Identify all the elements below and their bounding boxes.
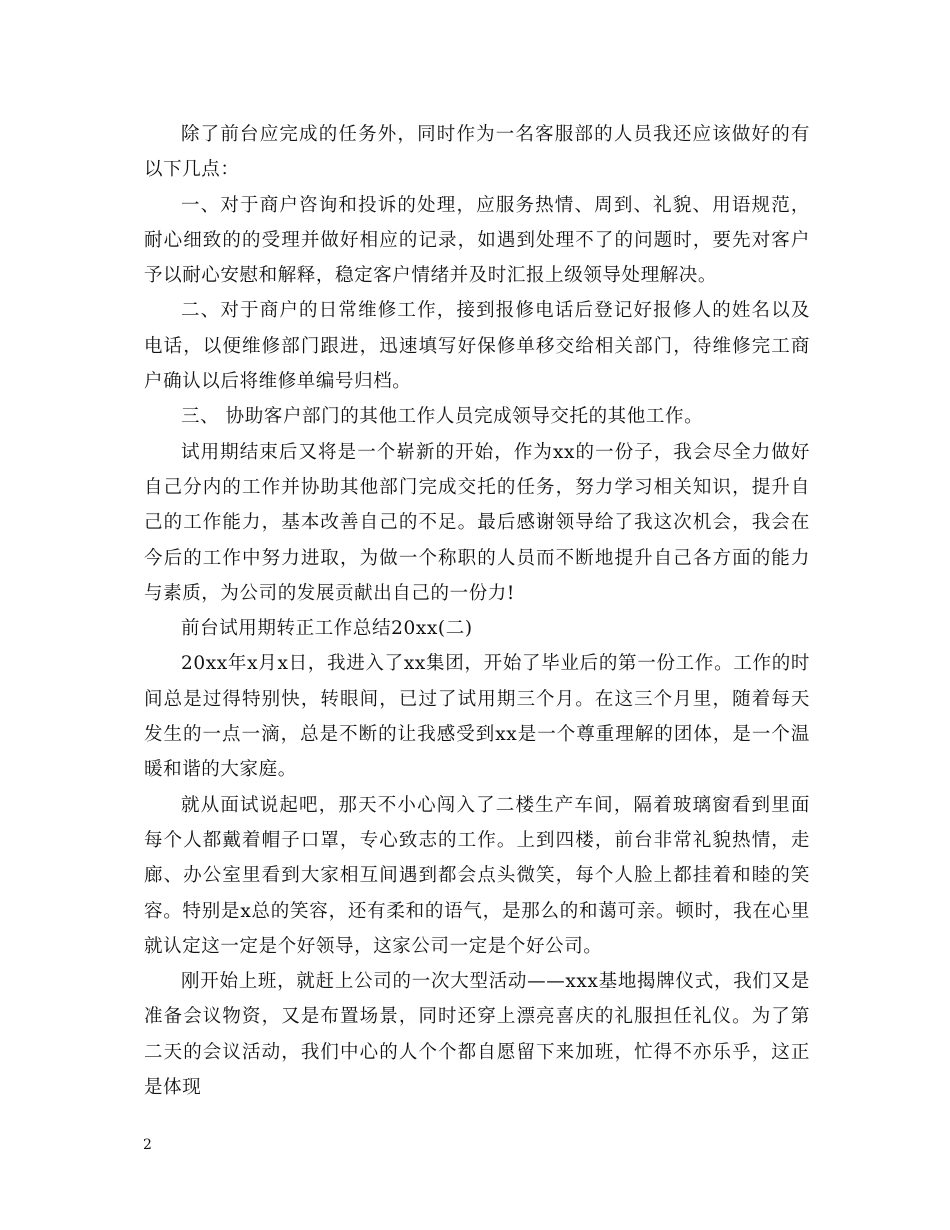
section-heading: 前台试用期转正工作总结20xx(二) bbox=[181, 618, 473, 640]
paragraph-start-date: 20xx年x月x日，我进入了xx集团，开始了毕业后的第一份工作。工作的时间总是过得特别快，转眼间，已过了试用期三个月。在这三个月里，随着每天发生的一点一滴，总是不断的让我感受到xx是一个尊重理解的团体，是一个温暖和谐的大家庭。 bbox=[144, 653, 810, 781]
paragraph-conclusion: 试用期结束后又将是一个崭新的开始，作为xx的一份子，我会尽全力做好自己分内的工作并协助其他部门完成交托的任务，努力学习相关知识，提升自己的工作能力，基本改善自己的不足。最后感谢领导给了我这次机会，我会在今后的工作中努力进取，为做一个称职的人员而不断地提升自己各方面的能力与素质，为公司的发展贡献出自己的一份力! bbox=[144, 441, 810, 604]
paragraph-first-event: 刚开始上班，就赶上公司的一次大型活动——xxx基地揭牌仪式，我们又是准备会议物资，又是布置场景，同时还穿上漂亮喜庆的礼服担任礼仪。为了第二天的会议活动，我们中心的人个个都自愿留下来加班，忙得不亦乐乎，这正是体现 bbox=[144, 971, 810, 1099]
paragraph-interview: 就从面试说起吧，那天不小心闯入了二楼生产车间，隔着玻璃窗看到里面每个人都戴着帽子口罩，专心致志的工作。上到四楼，前台非常礼貌热情，走廊、办公室里看到大家相互间遇到都会点头微笑，每个人脸上都挂着和睦的笑容。特别是x总的笑容，还有柔和的语气，是那么的和蔼可亲。顿时，我在心里就认定这一定是个好领导，这家公司一定是个好公司。 bbox=[144, 794, 810, 957]
paragraph-item-two: 二、对于商户的日常维修工作，接到报修电话后登记好报修人的姓名以及电话，以便维修部门跟进，迅速填写好保修单移交给相关部门，待维修完工商户确认以后将维修单编号归档。 bbox=[144, 300, 810, 393]
page-number: 2 bbox=[143, 1137, 152, 1153]
document-body bbox=[144, 117, 810, 1105]
paragraph-item-three: 三、 协助客户部门的其他工作人员完成领导交托的其他工作。 bbox=[181, 406, 704, 428]
paragraph-tasks-intro: 除了前台应完成的任务外，同时作为一名客服部的人员我还应该做好的有以下几点： bbox=[144, 124, 810, 181]
paragraph-item-one: 一、对于商户咨询和投诉的处理，应服务热情、周到、礼貌、用语规范，耐心细致的的受理并做好相应的记录，如遇到处理不了的问题时，要先对客户予以耐心安慰和解释，稳定客户情绪并及时汇报上级领导处理解决。 bbox=[144, 194, 810, 287]
